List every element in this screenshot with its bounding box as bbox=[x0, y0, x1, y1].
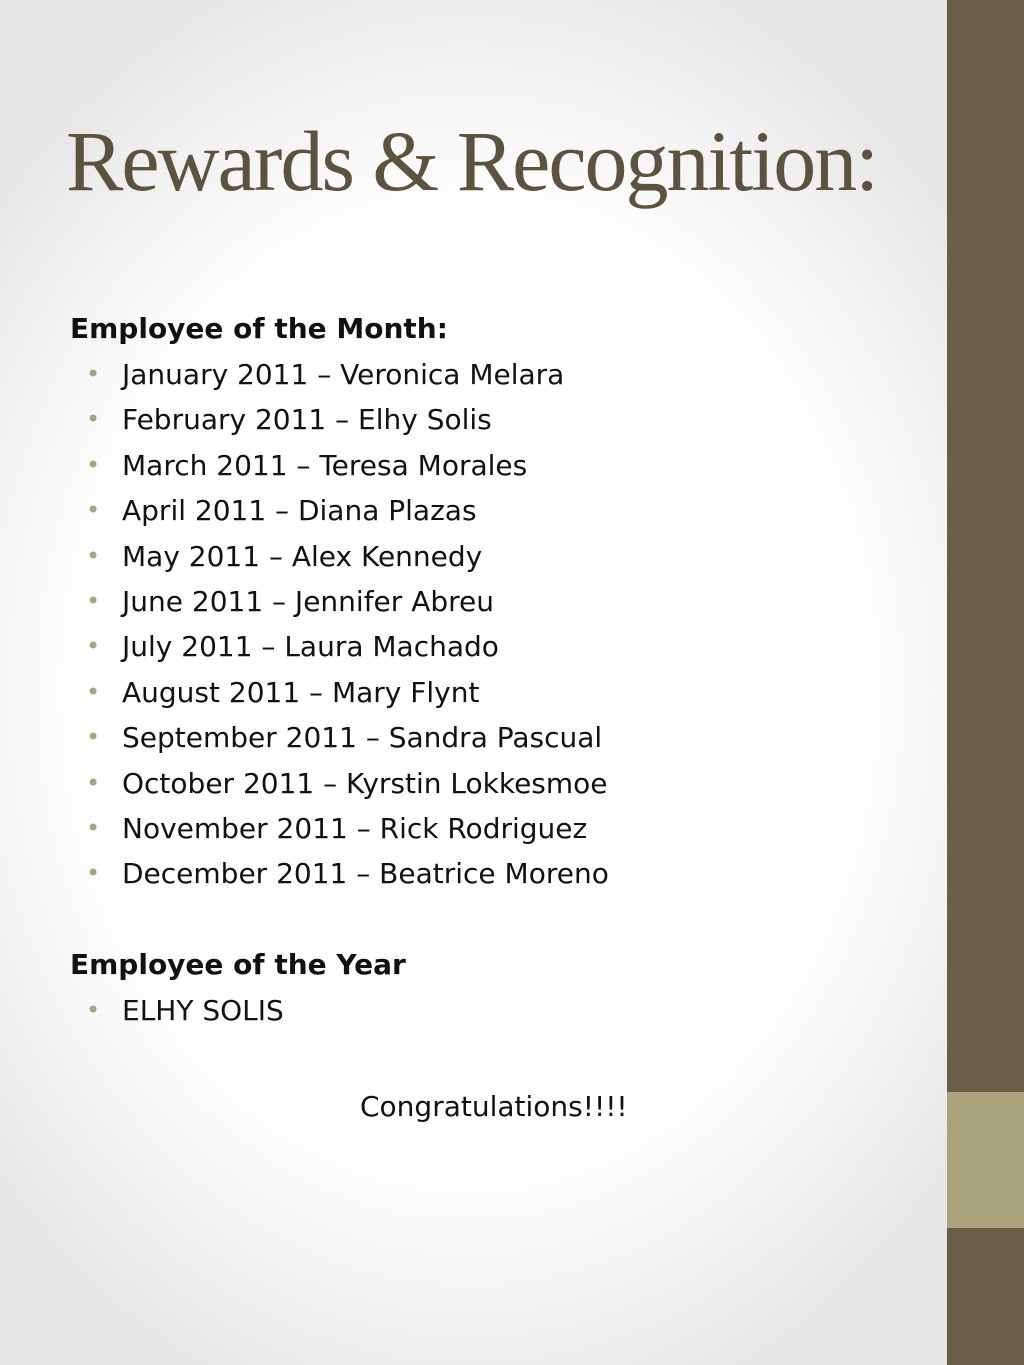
bullet-icon: • bbox=[86, 405, 101, 434]
bullet-icon: • bbox=[86, 586, 101, 615]
bullet-icon: • bbox=[86, 813, 101, 842]
bullet-icon: • bbox=[86, 859, 101, 888]
list-item bbox=[70, 443, 930, 488]
section-spacer bbox=[70, 897, 930, 942]
list-item-text: April 2011 – Diana Plazas bbox=[122, 494, 477, 528]
bullet-icon: • bbox=[86, 723, 101, 752]
list-item bbox=[70, 761, 930, 806]
slide-title: Rewards & Recognition: bbox=[66, 113, 878, 209]
employee-of-year-list bbox=[70, 988, 930, 1033]
bullet-icon: • bbox=[86, 677, 101, 706]
slide-body bbox=[70, 306, 930, 1033]
employee-of-month-list bbox=[70, 352, 930, 897]
list-item-text: March 2011 – Teresa Morales bbox=[122, 448, 528, 482]
list-item bbox=[70, 534, 930, 579]
list-item bbox=[70, 488, 930, 533]
bullet-icon: • bbox=[86, 496, 101, 525]
bullet-icon: • bbox=[86, 768, 101, 797]
bullet-icon: • bbox=[86, 541, 101, 570]
list-item-text: June 2011 – Jennifer Abreu bbox=[122, 584, 494, 618]
list-item bbox=[70, 806, 930, 851]
bullet-icon: • bbox=[86, 450, 101, 479]
list-item-text: November 2011 – Rick Rodriguez bbox=[122, 811, 588, 845]
list-item-text: September 2011 – Sandra Pascual bbox=[122, 721, 603, 755]
list-item-text: July 2011 – Laura Machado bbox=[122, 630, 499, 664]
list-item bbox=[70, 670, 930, 715]
list-item bbox=[70, 579, 930, 624]
bullet-icon: • bbox=[86, 360, 101, 388]
list-item-text: ELHY SOLIS bbox=[122, 993, 284, 1027]
bullet-icon: • bbox=[86, 632, 101, 661]
list-item bbox=[70, 715, 930, 760]
side-accent-block bbox=[947, 1092, 1024, 1228]
list-item-text: December 2011 – Beatrice Moreno bbox=[122, 857, 609, 891]
employee-of-year-heading: Employee of the Year bbox=[70, 947, 406, 981]
list-item-text: February 2011 – Elhy Solis bbox=[122, 403, 492, 437]
list-item bbox=[70, 624, 930, 669]
list-item bbox=[70, 397, 930, 442]
list-item bbox=[70, 851, 930, 896]
list-item bbox=[70, 988, 930, 1033]
bullet-icon: • bbox=[86, 995, 101, 1024]
list-item-text: August 2011 – Mary Flynt bbox=[122, 675, 480, 709]
closing-message: Congratulations!!!! bbox=[360, 1090, 628, 1123]
list-item-text: October 2011 – Kyrstin Lokkesmoe bbox=[122, 766, 608, 800]
employee-of-month-heading: Employee of the Month: bbox=[70, 312, 448, 345]
list-item-text: January 2011 – Veronica Melara bbox=[122, 358, 565, 391]
list-item-text: May 2011 – Alex Kennedy bbox=[122, 539, 483, 573]
list-item bbox=[70, 352, 930, 397]
